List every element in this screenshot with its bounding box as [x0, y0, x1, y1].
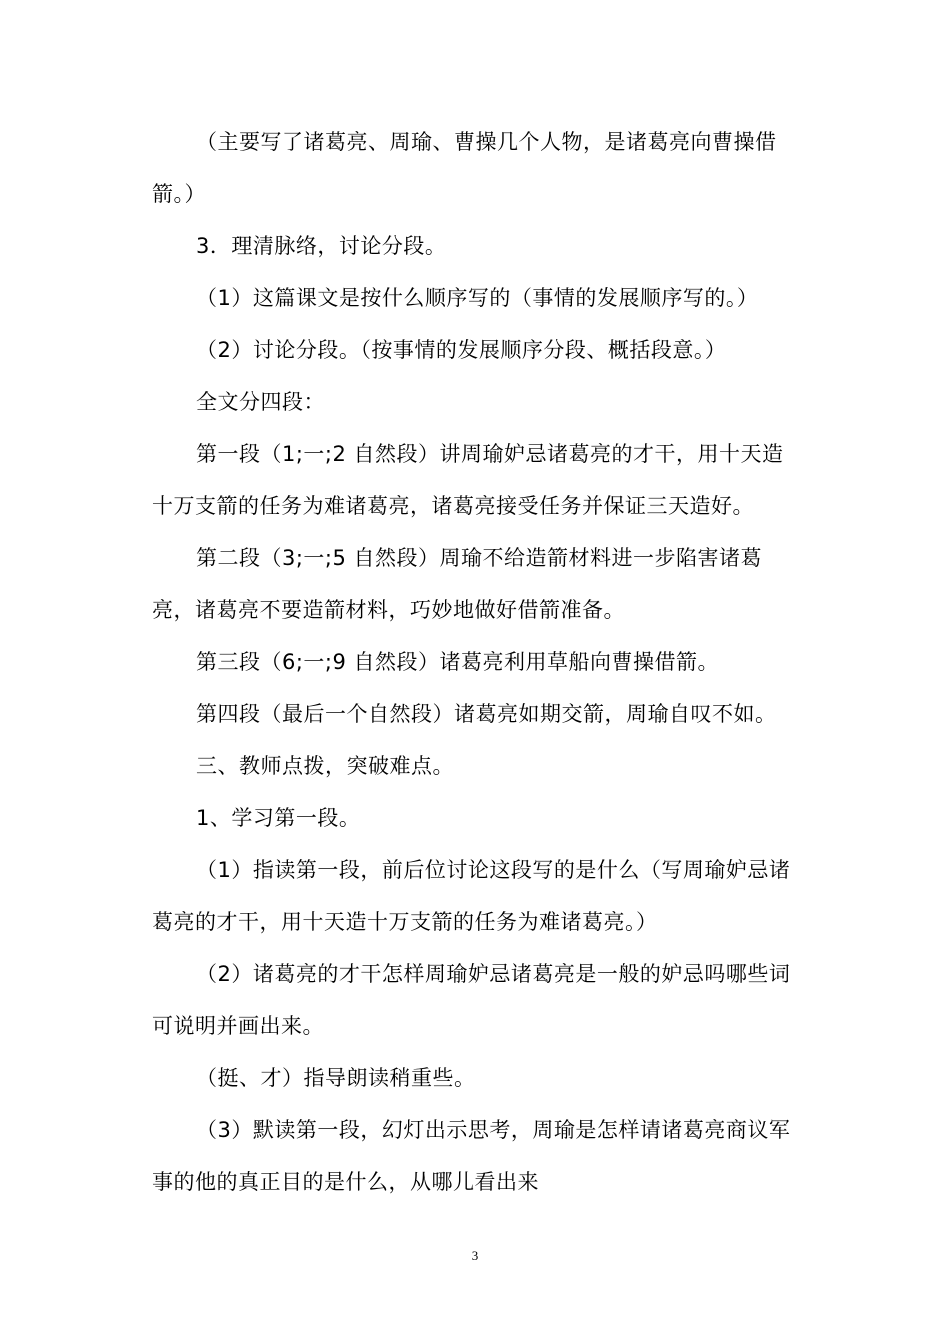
paragraph-read-question-2: （2）诸葛亮的才干怎样周瑜妒忌诸葛亮是一般的妒忌吗哪些词可说明并画出来。: [152, 962, 791, 1038]
paragraph-section-one: 第一段（1;一;2 自然段）讲周瑜妒忌诸葛亮的才干，用十天造十万支箭的任务为难诸葛亮，诸葛亮接受任务并保证三天造好。: [152, 442, 784, 518]
paragraph-part-three-heading: 三、教师点拨，突破难点。: [196, 754, 454, 778]
paragraph-four-sections: 全文分四段：: [196, 390, 325, 414]
paragraph-study-section-one: 1、学习第一段。: [196, 806, 361, 830]
paragraph-question-1-order: （1）这篇课文是按什么顺序写的（事情的发展顺序写的。）: [196, 286, 759, 310]
paragraph-section-two: 第二段（3;一;5 自然段）周瑜不给造箭材料进一步陷害诸葛亮，诸葛亮不要造箭材料，巧妙地做好借箭准备。: [152, 546, 763, 622]
paragraph-question-2-sections: （2）讨论分段。（按事情的发展顺序分段、概括段意。）: [196, 338, 727, 362]
page-number: 3: [471, 1248, 479, 1263]
paragraph-read-question-1: （1）指读第一段，前后位讨论这段写的是什么（写周瑜妒忌诸葛亮的才干，用十天造十万支箭的任务为难诸葛亮。）: [152, 858, 791, 934]
paragraph-section-four: 第四段（最后一个自然段）诸葛亮如期交箭，周瑜自叹不如。: [196, 702, 777, 726]
paragraph-reading-guidance: （挺、才）指导朗读稍重些。: [196, 1066, 476, 1090]
paragraph-section-three: 第三段（6;一;9 自然段）诸葛亮利用草船向曹操借箭。: [196, 650, 720, 674]
paragraph-summary-characters: （主要写了诸葛亮、周瑜、曹操几个人物，是诸葛亮向曹操借箭。）: [152, 130, 777, 206]
paragraph-read-question-3: （3）默读第一段，幻灯出示思考，周瑜是怎样请诸葛亮商议军事的他的真正目的是什么，从哪儿看出来: [152, 1118, 791, 1194]
document-body: [152, 116, 797, 1208]
paragraph-step-3: 3．理清脉络，讨论分段。: [196, 234, 447, 258]
